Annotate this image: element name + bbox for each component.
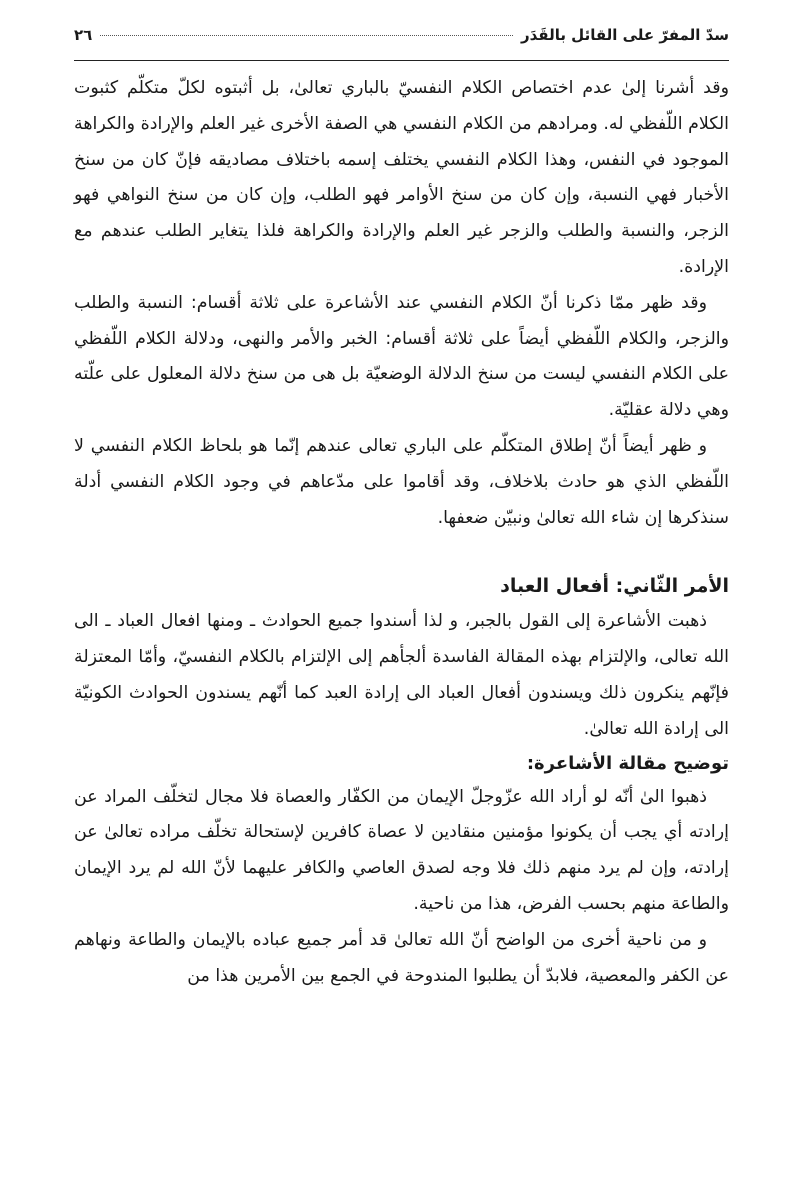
paragraph: وقد ظهر ممّا ذكرنا أنّ الكلام النفسي عند الأشاعرة على ثلاثة أقسام: النسبة والطلب والزجر، والكلام اللّفظي أيضاً على ثلاثة أقسام: الخبر والأمر والنهى، ودلالة الكلام اللّفظي على الكلام النفسي ليست من سنخ الدلالة الوضعيّة بل هى من سنخ دلالة المعلول على علّته وهي دلالة عقليّة.	[74, 292, 729, 421]
paragraph: ذهبت الأشاعرة إلى القول بالجبر، و لذا أسندوا جميع الحوادث ـ ومنها افعال العباد ـ الى الله تعالى، والإلتزام بهذه المقالة الفاسدة ألجأهم إلى الإلتزام بالكلام النفسيّ، وأمّا المعتزلة فإنّهم ينكرون ذلك ويسندون أفعال العباد الى إرادة العبد كما أنّهم يسندون الحوادث الكونيّة الى إرادة الله تعالىٰ.	[74, 611, 729, 739]
paragraph: وقد أشرنا إلىٰ عدم اختصاص الكلام النفسيّ بالباري تعالىٰ، بل أثبتوه لكلّ متكلّم كثبوت الكلام اللّفظي له. ومرادهم من الكلام النفسي هي الصفة الأخرى غير العلم والإرادة والكراهة الموجود في النفس، وهذا الكلام النفسي يختلف إسمه باختلاف مصاديقه فإنّ كان من سنخ الأخبار فهي النسبة، وإن كان من سنخ الأوامر فهو الطلب، وإن كان من سنخ النواهي فهو الزجر، والنسبة والطلب والزجر غير العلم والإرادة والكراهة فلذا يتغاير الطلب عندهم مع الإرادة.	[74, 78, 729, 277]
book-page	[74, 26, 729, 994]
page-number: ٢٦	[74, 26, 93, 44]
header-dotted-leader	[100, 35, 513, 36]
paragraph: و ظهر أيضاً أنّ إطلاق المتكلّم على الباري تعالى عندهم إنّما هو بلحاظ الكلام النفسي لا اللّفظي الذي هو حادث بلاخلاف، وقد أقاموا على مدّعاهم في وجود الكلام النفسي أدلة سنذكرها إن شاء الله تعالىٰ ونبيّن ضعفها.	[74, 435, 729, 528]
paragraph: ذهبوا الىٰ أنّه لو أراد الله عزّوجلّ الإيمان من الكفّار والعصاة فلا مجال لتخلّف المراد عن إرادته أي يجب أن يكونوا مؤمنين منقادين لا عصاة كافرين لإستحالة تخلّف مراده تعالىٰ عن إرادته، وإن لم يرد منهم ذلك فلا وجه لصدق العاصي والكافر عليهما لأنّ الله لم يرد الإيمان والطاعة منهم بحسب الفرض، هذا من ناحية.	[74, 786, 729, 914]
paragraph: و من ناحية أخرى من الواضح أنّ الله تعالىٰ قد أمر جميع عباده بالإيمان والطاعة ونهاهم عن الكفر والمعصية، فلابدّ أن يطلبوا المندوحة في الجمع بين الأمرين هذا من	[74, 929, 729, 986]
section-heading: الأمر الثّاني: أفعال العباد	[500, 575, 729, 598]
subsection-heading: توضيح مقالة الأشاعرة:	[526, 752, 729, 774]
running-title: سدّ المفرّ على القائل بالقَدَر	[520, 26, 729, 44]
page-body	[74, 71, 729, 994]
running-header	[74, 26, 729, 61]
